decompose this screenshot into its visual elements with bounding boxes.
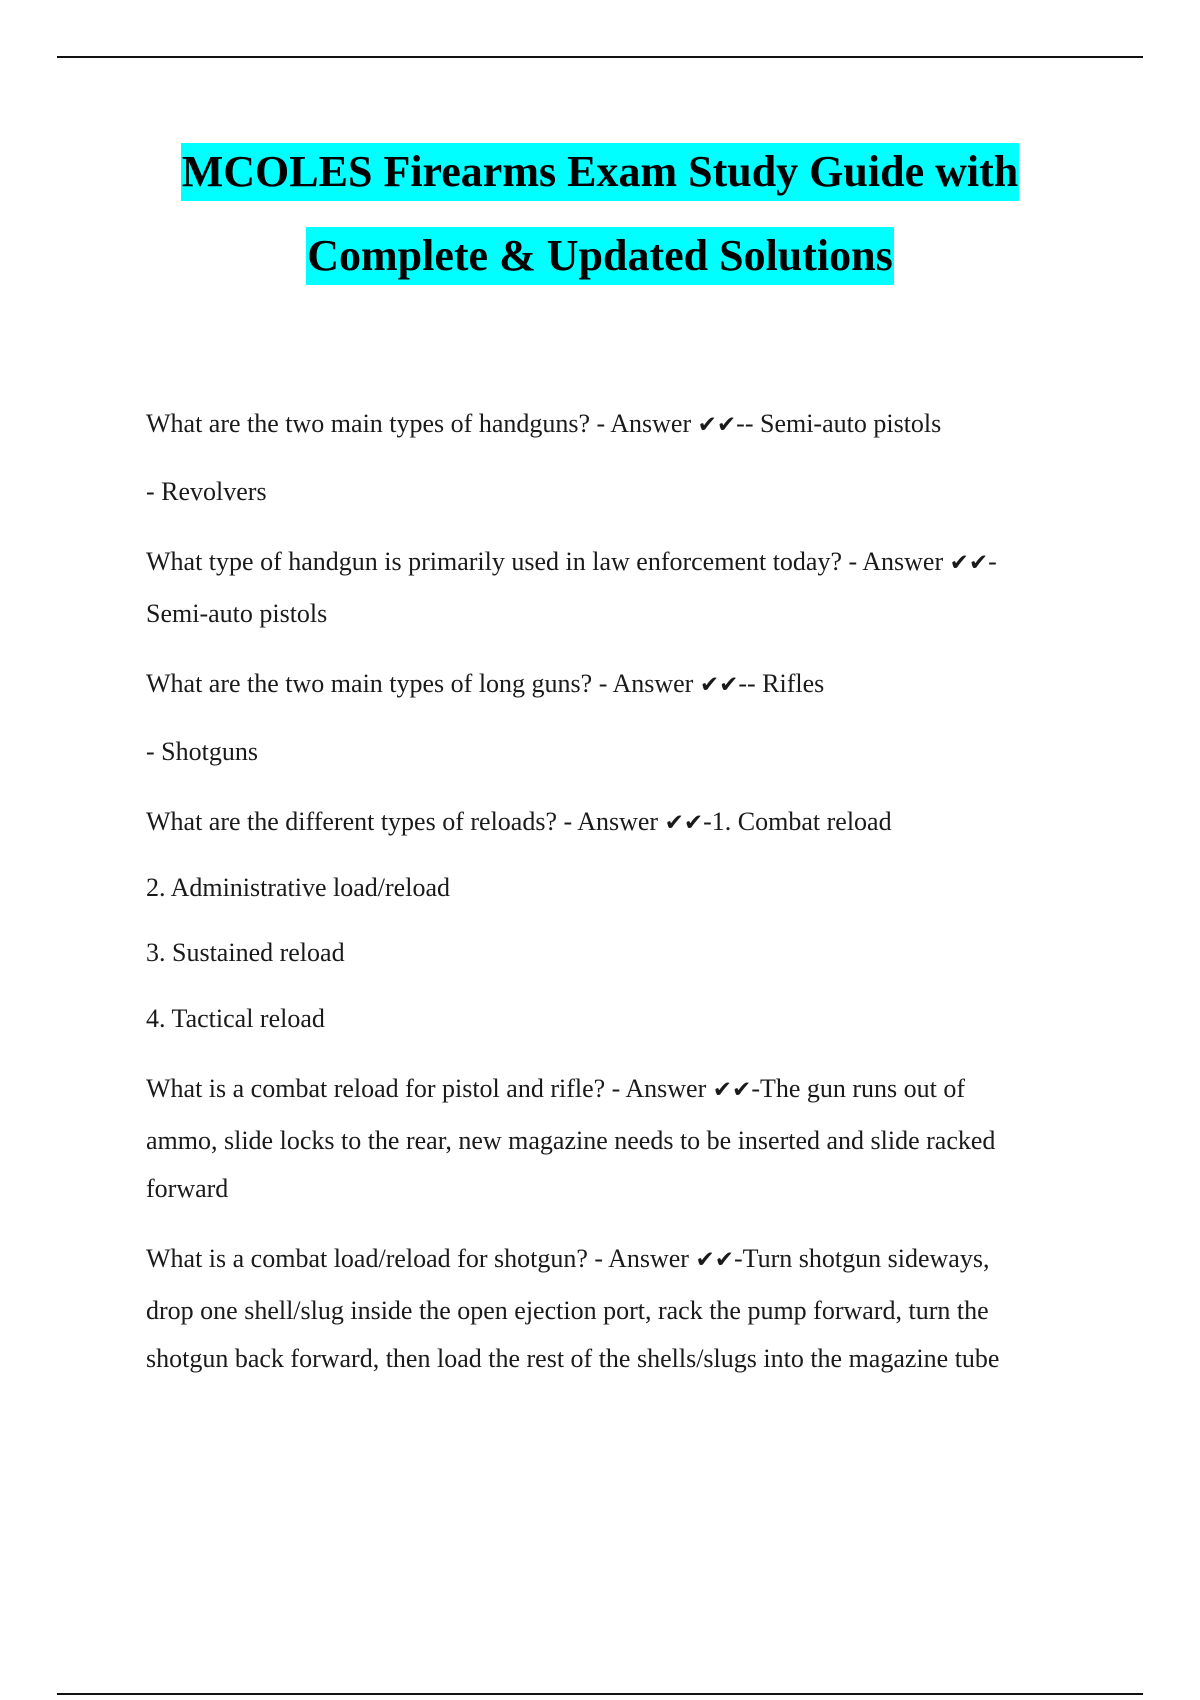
question-6: [146, 1242, 989, 1277]
question-4-text: What are the different types of reloads? - Answer: [146, 807, 665, 836]
question-3-text: What are the two main types of long guns? - Answer: [146, 669, 700, 698]
bottom-rule: [57, 1693, 1143, 1695]
question-3: [146, 667, 824, 702]
answer-5-text: -The gun runs out of: [751, 1074, 966, 1103]
answer-5-line-2: ammo, slide locks to the rear, new magazine needs to be inserted and slide racked: [146, 1126, 996, 1155]
double-check-icon: ✔✔: [712, 1077, 752, 1103]
answer-2-text: -: [988, 547, 997, 576]
question-5-text: What is a combat reload for pistol and rifle? - Answer: [146, 1074, 713, 1103]
answer-6-line-3: shotgun back forward, then load the rest of the shells/slugs into the magazine tube: [146, 1344, 1000, 1373]
answer-3-line-2: - Shotguns: [146, 737, 258, 766]
title-line-2: Complete & Updated Solutions: [306, 227, 894, 285]
title-line-1: MCOLES Firearms Exam Study Guide with: [181, 143, 1019, 201]
top-rule: [57, 56, 1143, 58]
answer-6-line-2: drop one shell/slug inside the open ejection port, rack the pump forward, turn the: [146, 1296, 989, 1325]
question-2-text: What type of handgun is primarily used in law enforcement today? - Answer: [146, 547, 950, 576]
answer-5-line-3: forward: [146, 1174, 229, 1203]
double-check-icon: ✔✔: [664, 810, 704, 836]
question-4: [146, 805, 892, 840]
double-check-icon: ✔✔: [949, 550, 989, 576]
document-title: [0, 140, 1200, 308]
double-check-icon: ✔✔: [697, 412, 737, 438]
answer-6-text: -Turn shotgun sideways,: [734, 1244, 990, 1273]
answer-4-text: -1. Combat reload: [703, 807, 892, 836]
question-2: [146, 545, 997, 580]
double-check-icon: ✔✔: [699, 672, 739, 698]
question-1: [146, 407, 941, 442]
question-6-text: What is a combat load/reload for shotgun? - Answer: [146, 1244, 696, 1273]
title-line-1-wrap: [0, 140, 1200, 224]
answer-1-text: -- Semi-auto pistols: [736, 409, 942, 438]
answer-3-text: -- Rifles: [738, 669, 825, 698]
question-5: [146, 1072, 965, 1107]
double-check-icon: ✔✔: [695, 1247, 734, 1273]
answer-4-line-4: 4. Tactical reload: [146, 1004, 325, 1033]
answer-2-line-2: Semi-auto pistols: [146, 599, 328, 628]
answer-4-line-3: 3. Sustained reload: [146, 938, 345, 967]
question-1-text: What are the two main types of handguns? - Answer: [146, 409, 698, 438]
answer-1-line-2: - Revolvers: [146, 477, 267, 506]
title-line-2-wrap: [0, 224, 1200, 308]
answer-4-line-2: 2. Administrative load/reload: [146, 873, 450, 902]
